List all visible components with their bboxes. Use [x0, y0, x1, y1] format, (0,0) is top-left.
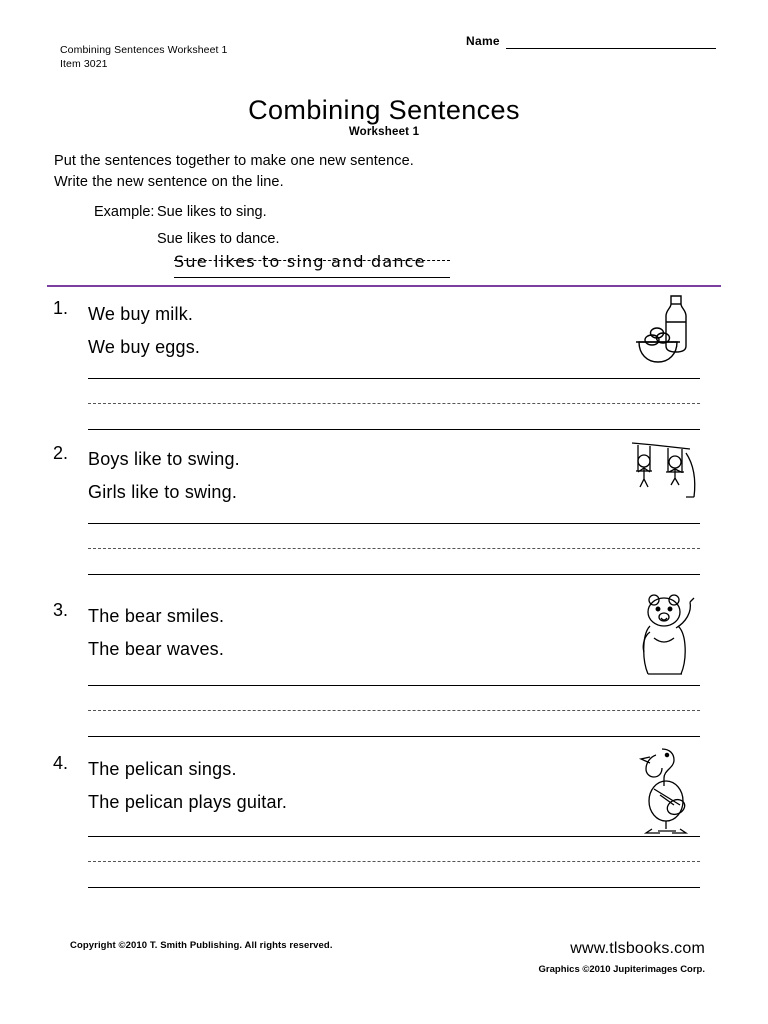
answer-line-dashed[interactable] — [88, 861, 700, 862]
example-line-1 — [94, 199, 280, 226]
children-on-swings-icon — [624, 439, 702, 517]
handwriting-baseline — [174, 277, 450, 278]
section-divider — [47, 285, 721, 287]
problem-sentence-1: The bear smiles. — [88, 606, 225, 626]
answer-line-solid-2[interactable] — [88, 887, 700, 888]
example-label: Example: — [94, 204, 155, 220]
example-answer-text: Sue likes to sing and dance — [174, 252, 426, 271]
problem-sentences — [88, 298, 200, 364]
answer-line-dashed[interactable] — [88, 403, 700, 404]
problem-sentence-2: The bear waves. — [88, 639, 225, 659]
website-link[interactable]: www.tlsbooks.com — [570, 940, 705, 957]
answer-line-solid[interactable] — [88, 685, 700, 686]
instruction-line-1: Put the sentences together to make one new sentence. — [54, 153, 414, 169]
answer-line-solid-2[interactable] — [88, 429, 700, 430]
name-input-line[interactable] — [506, 35, 716, 49]
copyright-text: Copyright ©2010 T. Smith Publishing. All rights reserved. — [70, 940, 333, 951]
example-answer — [174, 252, 450, 278]
problem-sentences — [88, 443, 240, 509]
problem-number: 2. — [53, 443, 69, 463]
page-subtitle: Worksheet 1 — [348, 126, 420, 138]
worksheet-reference: Combining Sentences Worksheet 1 — [60, 44, 228, 56]
problem-number: 4. — [53, 753, 69, 773]
answer-line-solid-2[interactable] — [88, 736, 700, 737]
problem-sentences — [88, 753, 287, 819]
answer-line-solid-2[interactable] — [88, 574, 700, 575]
example-sentence-2: Sue likes to dance. — [157, 231, 280, 247]
waving-bear-icon — [628, 588, 702, 684]
problem-sentences — [88, 600, 224, 666]
page-title: Combining Sentences — [248, 95, 520, 125]
name-field[interactable] — [466, 34, 716, 49]
problem-number: 1. — [53, 298, 69, 318]
problem-sentence-2: We buy eggs. — [88, 337, 201, 357]
example-block — [94, 199, 280, 253]
problem-sentence-1: We buy milk. — [88, 304, 194, 324]
answer-line-dashed[interactable] — [88, 710, 700, 711]
problem-sentence-2: Girls like to swing. — [88, 482, 238, 502]
problem-sentence-1: The pelican sings. — [88, 759, 237, 779]
example-sentence-1: Sue likes to sing. — [157, 204, 267, 220]
problem-number: 3. — [53, 600, 69, 620]
name-label: Name — [466, 34, 500, 48]
answer-line-solid[interactable] — [88, 523, 700, 524]
answer-line-solid[interactable] — [88, 836, 700, 837]
problem-sentence-2: The pelican plays guitar. — [88, 792, 288, 812]
instruction-line-2: Write the new sentence on the line. — [54, 174, 284, 190]
answer-line-dashed[interactable] — [88, 548, 700, 549]
header-reference — [60, 43, 228, 71]
example-line-2 — [94, 226, 280, 253]
answer-line-solid[interactable] — [88, 378, 700, 379]
graphics-credit: Graphics ©2010 Jupiterimages Corp. — [538, 964, 705, 975]
item-number: Item 3021 — [60, 58, 108, 70]
problem-sentence-1: Boys like to swing. — [88, 449, 240, 469]
instructions — [54, 151, 414, 193]
milk-bottle-and-egg-bowl-icon — [630, 292, 702, 374]
pelican-with-guitar-icon — [636, 745, 702, 839]
